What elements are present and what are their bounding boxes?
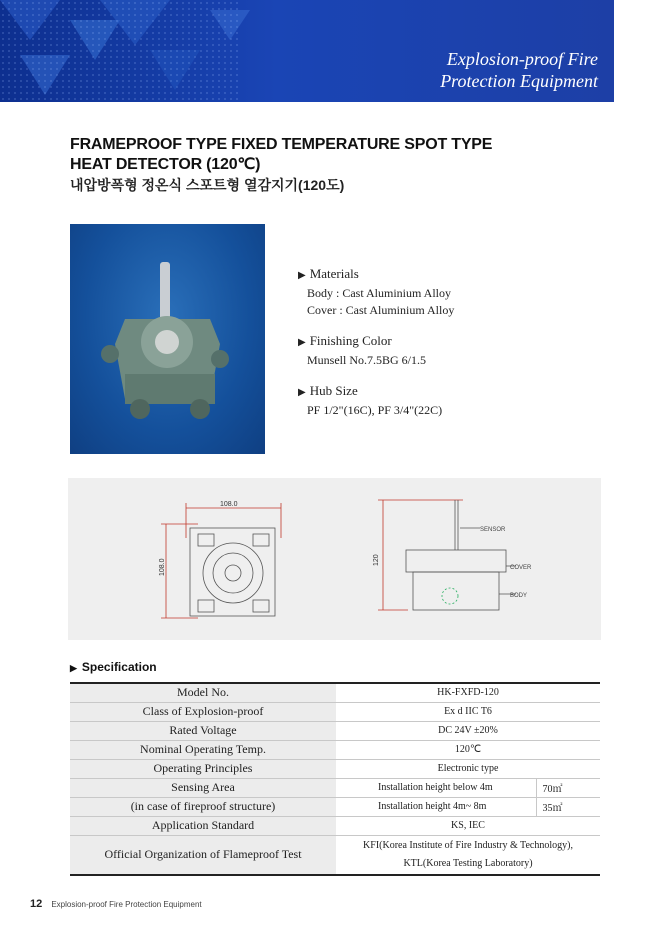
org-value-line2: KTL(Korea Testing Laboratory): [403, 857, 533, 869]
materials-heading: [298, 266, 454, 282]
product-photo: [70, 224, 265, 454]
dim-side-height-label: 120: [373, 554, 380, 566]
specification-heading: [70, 660, 157, 674]
page-footer: [30, 898, 202, 910]
spec-label: Nominal Operating Temp.: [70, 740, 336, 759]
spec-label: Class of Explosion-proof: [70, 702, 336, 721]
spec-label: Application Standard: [70, 816, 336, 835]
spec-value: 70㎡: [536, 778, 600, 797]
hub-heading: [298, 383, 454, 399]
table-row: [70, 683, 600, 702]
spec-label: Sensing Area: [70, 778, 336, 797]
table-row: [70, 816, 600, 835]
product-title-ko: 내압방폭형 정온식 스포트형 열감지기(120도): [70, 177, 345, 193]
spec-label: Model No.: [70, 683, 336, 702]
specification-heading-label: Specification: [81, 660, 157, 674]
spec-label: Official Organization of Flameproof Test: [70, 835, 336, 875]
finishing-label: Finishing Color: [309, 333, 392, 348]
cover-label: COVER: [510, 565, 532, 571]
technical-drawings: [68, 478, 601, 640]
finishing-block: [298, 333, 454, 369]
spec-label: Operating Principles: [70, 759, 336, 778]
materials-body: Body : Cast Aluminium Alloy: [307, 286, 452, 300]
spec-label: (in case of fireproof structure): [70, 797, 336, 816]
spec-value: Electronic type: [336, 759, 600, 778]
finishing-heading: [298, 333, 454, 349]
drawings-svg: [68, 478, 601, 640]
spec-value: HK-FXFD-120: [336, 683, 600, 702]
banner-title-line2: Protection Equipment: [440, 71, 598, 91]
spec-value: KS, IEC: [336, 816, 600, 835]
top-view-drawing: [161, 503, 281, 618]
spec-value: Ex d IIC T6: [336, 702, 600, 721]
page-number: 12: [30, 898, 43, 910]
body-label: BODY: [510, 593, 528, 599]
specification-table: [70, 682, 600, 876]
table-row: [70, 740, 600, 759]
heat-detector-illustration: [70, 224, 265, 454]
dim-width-label: 108.0: [220, 501, 238, 508]
side-view-drawing: [378, 500, 516, 610]
table-row: [70, 778, 600, 797]
dim-height-label: 108.0: [159, 558, 166, 576]
spec-label: Rated Voltage: [70, 721, 336, 740]
table-row: [70, 702, 600, 721]
hub-value: PF 1/2"(16C), PF 3/4"(22C): [307, 403, 443, 417]
banner-side-strip: [614, 0, 670, 102]
bullet-arrow-icon: ▶: [298, 270, 306, 281]
banner-title: [440, 48, 598, 92]
org-value-line1: KFI(Korea Institute of Fire Industry & Technology),: [363, 839, 573, 851]
bullet-arrow-icon: ▶: [298, 337, 306, 348]
header-banner: [0, 0, 614, 102]
hub-label: Hub Size: [309, 383, 358, 398]
sensor-label: SENSOR: [480, 527, 506, 533]
bullet-arrow-icon: ▶: [298, 387, 306, 398]
materials-cover: Cover : Cast Aluminium Alloy: [307, 303, 455, 317]
footer-text: Explosion-proof Fire Protection Equipment: [51, 900, 202, 909]
banner-title-line1: Explosion-proof Fire: [446, 49, 598, 69]
product-title-line2: HEAT DETECTOR (120℃): [70, 156, 261, 173]
product-title-line1: FRAMEPROOF TYPE FIXED TEMPERATURE SPOT TYPE: [70, 136, 493, 153]
feature-list: [298, 266, 454, 433]
materials-label: Materials: [309, 266, 359, 281]
finishing-value: Munsell No.7.5BG 6/1.5: [307, 353, 427, 367]
product-title-en: [70, 135, 492, 175]
spec-value: DC 24V ±20%: [336, 721, 600, 740]
table-row: [70, 797, 600, 816]
spec-value: 35㎡: [536, 797, 600, 816]
table-row: [70, 721, 600, 740]
hub-block: [298, 383, 454, 419]
bullet-arrow-icon: ▶: [70, 663, 77, 673]
materials-block: [298, 266, 454, 319]
table-row: [70, 835, 600, 875]
spec-value: Installation height below 4m: [336, 778, 536, 797]
spec-value: 120℃: [336, 740, 600, 759]
table-row: [70, 759, 600, 778]
spec-value-org: [336, 835, 600, 875]
spec-value: Installation height 4m~ 8m: [336, 797, 536, 816]
